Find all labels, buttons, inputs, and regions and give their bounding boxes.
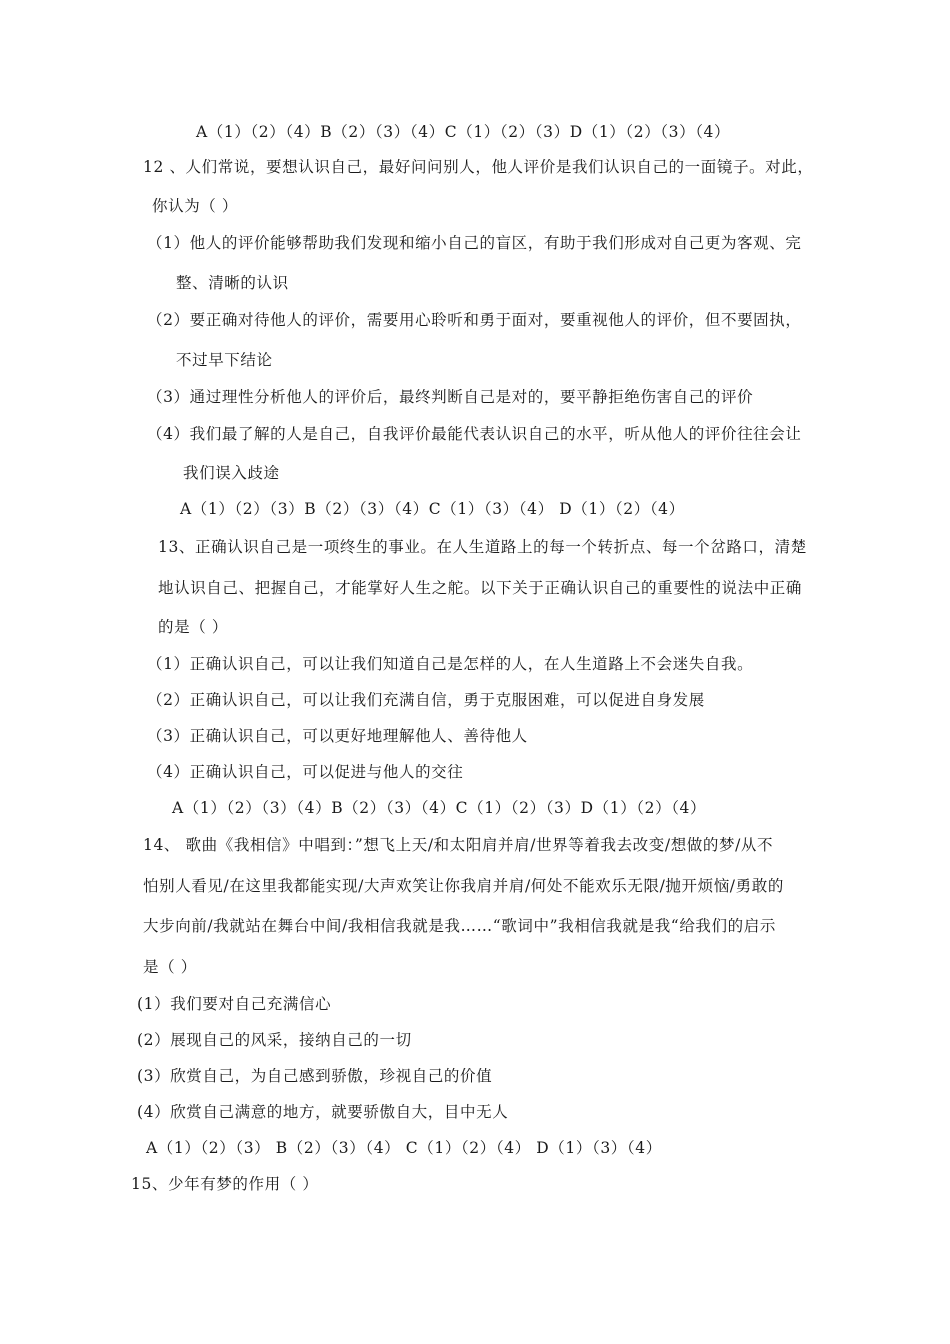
q12-stem-line1: 12 、人们常说，要想认识自己，最好问问别人，他人评价是我们认识自己的一面镜子。对此， [143, 158, 814, 176]
q12-options: A（1）（2）（3）B（2）（3）（4）C（1）（3）（4） D（1）（2）（4） [180, 500, 685, 518]
q13-item-2: （2）正确认识自己，可以让我们充满自信，勇于克服困难，可以促进自身发展 [147, 691, 705, 709]
q13-item-1: （1）正确认识自己，可以让我们知道自己是怎样的人，在人生道路上不会迷失自我。 [147, 655, 754, 673]
q13-stem-line2: 地认识自己、把握自己，才能掌好人生之舵。以下关于正确认识自己的重要性的说法中正确 [158, 579, 803, 597]
q14-item-3: (3）欣赏自己，为自己感到骄傲，珍视自己的价值 [137, 1067, 493, 1085]
q12-item-2-line1: （2）要正确对待他人的评价，需要用心聆听和勇于面对，要重视他人的评价，但不要固执， [147, 311, 802, 329]
q14-stem-line2: 怕别人看见/在这里我都能实现/大声欢笑让你我肩并肩/何处不能欢乐无限/抛开烦恼/勇敢的 [143, 877, 784, 895]
q12-item-3: （3）通过理性分析他人的评价后，最终判断自己是对的，要平静拒绝伤害自己的评价 [147, 388, 754, 406]
q12-item-4-line1: （4）我们最了解的人是自己，自我评价最能代表认识自己的水平，听从他人的评价往往会让 [147, 425, 802, 443]
q14-options: A（1）（2）（3） B（2）（3）（4） C（1）（2）（4） D（1）（3）（4） [146, 1139, 662, 1157]
q13-stem-line3: 的是（ ） [158, 618, 228, 636]
q12-item-1-line1: （1）他人的评价能够帮助我们发现和缩小自己的盲区，有助于我们形成对自己更为客观、完 [147, 234, 802, 252]
q14-stem-line1: 14、 歌曲《我相信》中唱到：”想飞上天/和太阳肩并肩/世界等着我去改变/想做的梦/从不 [143, 836, 774, 854]
q13-item-4: （4）正确认识自己，可以促进与他人的交往 [147, 763, 464, 781]
q13-options: A（1）（2）（3）（4）B（2）（3）（4）C（1）（2）（3）D（1）（2）（4） [172, 799, 707, 817]
q14-item-2: (2）展现自己的风采，接纳自己的一切 [137, 1031, 412, 1049]
q13-item-3: （3）正确认识自己，可以更好地理解他人、善待他人 [147, 727, 528, 745]
q12-stem-line2: 你认为（ ） [152, 197, 239, 215]
q14-stem-line4: 是（ ） [143, 958, 197, 976]
q14-item-1: (1）我们要对自己充满信心 [137, 995, 332, 1013]
q14-item-4: (4）欣赏自己满意的地方，就要骄傲自大，目中无人 [137, 1103, 509, 1121]
q13-stem-line1: 13、正确认识自己是一项终生的事业。在人生道路上的每一个转折点、每一个岔路口，清楚 [158, 538, 807, 556]
q11-options: A（1）（2）（4）B（2）（3）（4）C（1）（2）（3）D（1）（2）（3）（4） [196, 123, 731, 141]
q14-stem-line3: 大步向前/我就站在舞台中间/我相信我就是我……“歌词中”我相信我就是我“给我们的启示 [143, 917, 776, 935]
q12-item-1-line2: 整、清晰的认识 [176, 274, 289, 292]
q12-item-2-line2: 不过早下结论 [176, 351, 273, 369]
q12-item-4-line2: 我们误入歧途 [183, 464, 280, 482]
q15-stem: 15、少年有梦的作用（ ） [131, 1175, 319, 1193]
